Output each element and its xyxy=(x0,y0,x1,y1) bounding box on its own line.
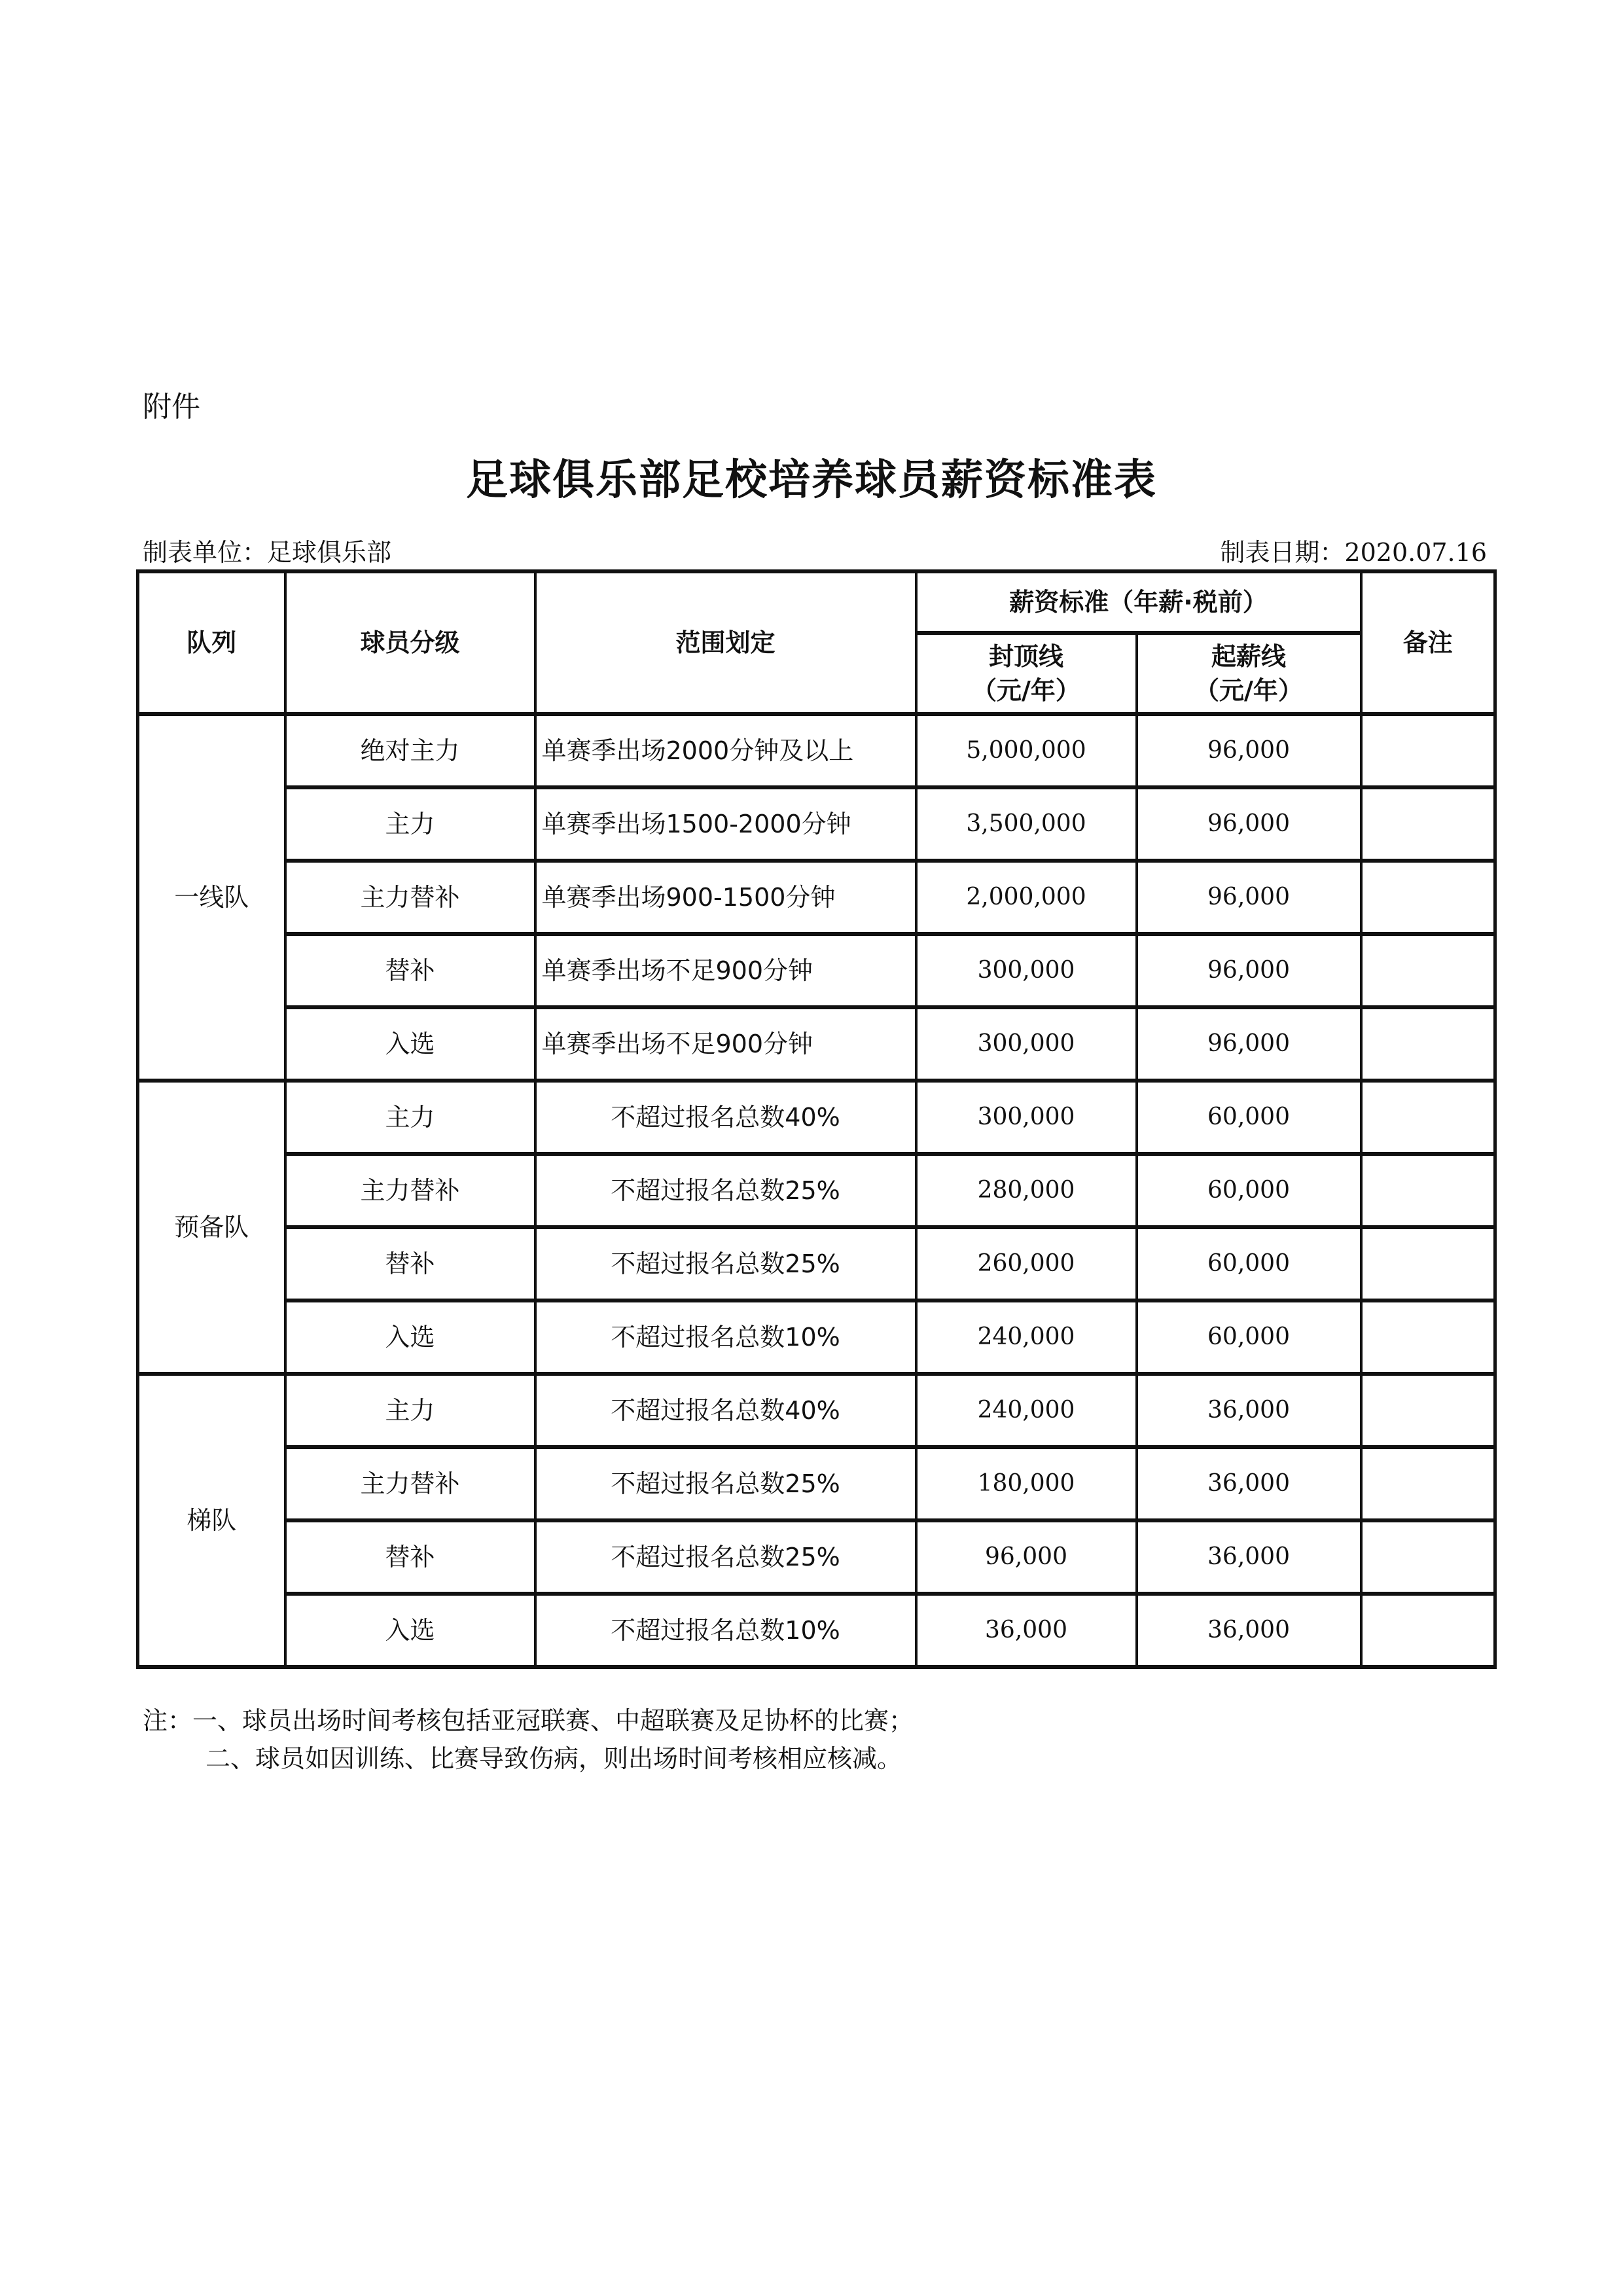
cap-cell: 180,000 xyxy=(916,1447,1137,1520)
notes xyxy=(143,1702,914,1778)
cap-cell: 300,000 xyxy=(916,1081,1137,1154)
cap-cell: 240,000 xyxy=(916,1374,1137,1447)
issuing-unit: 制表单位：足球俱乐部 xyxy=(143,538,392,567)
header-floor xyxy=(1137,633,1361,714)
cap-cell: 2,000,000 xyxy=(916,861,1137,934)
range-cell: 不超过报名总数40% xyxy=(535,1081,916,1154)
remark-cell xyxy=(1361,1594,1495,1667)
floor-cell: 96,000 xyxy=(1137,787,1361,861)
range-cell: 不超过报名总数10% xyxy=(535,1300,916,1374)
remark-cell xyxy=(1361,1227,1495,1300)
table-row xyxy=(138,1227,1495,1300)
header-row xyxy=(138,571,1495,633)
floor-cell: 36,000 xyxy=(1137,1374,1361,1447)
remark-cell xyxy=(1361,714,1495,787)
cap-cell: 260,000 xyxy=(916,1227,1137,1300)
floor-cell: 60,000 xyxy=(1137,1300,1361,1374)
remark-cell xyxy=(1361,1520,1495,1594)
remark-cell xyxy=(1361,1300,1495,1374)
cap-cell: 280,000 xyxy=(916,1154,1137,1227)
attachment-label: 附件 xyxy=(143,390,200,423)
floor-cell: 60,000 xyxy=(1137,1154,1361,1227)
team-first-team: 一线队 xyxy=(138,714,285,1081)
floor-cell: 96,000 xyxy=(1137,934,1361,1007)
grade-cell: 替补 xyxy=(285,1520,535,1594)
table-row xyxy=(138,934,1495,1007)
range-cell: 不超过报名总数25% xyxy=(535,1154,916,1227)
range-cell: 单赛季出场不足900分钟 xyxy=(535,1007,916,1081)
cap-cell: 300,000 xyxy=(916,1007,1137,1081)
range-cell: 不超过报名总数25% xyxy=(535,1227,916,1300)
table-row xyxy=(138,787,1495,861)
table-row xyxy=(138,714,1495,787)
grade-cell: 主力替补 xyxy=(285,861,535,934)
salary-standard-table xyxy=(136,569,1497,1669)
grade-cell: 主力 xyxy=(285,1374,535,1447)
header-range: 范围划定 xyxy=(535,571,916,714)
remark-cell xyxy=(1361,934,1495,1007)
range-cell: 不超过报名总数10% xyxy=(535,1594,916,1667)
grade-cell: 入选 xyxy=(285,1594,535,1667)
cap-cell: 300,000 xyxy=(916,934,1137,1007)
table-row xyxy=(138,1520,1495,1594)
range-cell: 单赛季出场900-1500分钟 xyxy=(535,861,916,934)
table-row xyxy=(138,1007,1495,1081)
header-cap-unit: （元/年） xyxy=(972,676,1080,705)
note-2: 二、球员如因训练、比赛导致伤病，则出场时间考核相应核减。 xyxy=(205,1744,902,1773)
floor-cell: 36,000 xyxy=(1137,1520,1361,1594)
grade-cell: 入选 xyxy=(285,1300,535,1374)
floor-cell: 96,000 xyxy=(1137,714,1361,787)
remark-cell xyxy=(1361,1374,1495,1447)
remark-cell xyxy=(1361,1154,1495,1227)
grade-cell: 主力替补 xyxy=(285,1154,535,1227)
cap-cell: 96,000 xyxy=(916,1520,1137,1594)
table-row xyxy=(138,1374,1495,1447)
header-team: 队列 xyxy=(138,571,285,714)
team-reserve: 预备队 xyxy=(138,1081,285,1374)
range-cell: 单赛季出场2000分钟及以上 xyxy=(535,714,916,787)
floor-cell: 36,000 xyxy=(1137,1594,1361,1667)
issue-date xyxy=(1220,537,1487,568)
grade-cell: 主力替补 xyxy=(285,1447,535,1520)
grade-cell: 替补 xyxy=(285,934,535,1007)
table-row xyxy=(138,1447,1495,1520)
team-youth: 梯队 xyxy=(138,1374,285,1667)
table-row xyxy=(138,1300,1495,1374)
remark-cell xyxy=(1361,1007,1495,1081)
grade-cell: 主力 xyxy=(285,787,535,861)
range-cell: 不超过报名总数25% xyxy=(535,1447,916,1520)
cap-cell: 36,000 xyxy=(916,1594,1137,1667)
document-title: 足球俱乐部足校培养球员薪资标准表 xyxy=(466,456,1157,505)
range-cell: 单赛季出场1500-2000分钟 xyxy=(535,787,916,861)
remark-cell xyxy=(1361,1447,1495,1520)
remark-cell xyxy=(1361,861,1495,934)
header-salary-standard: 薪资标准（年薪·税前） xyxy=(916,571,1361,633)
cap-cell: 5,000,000 xyxy=(916,714,1137,787)
floor-cell: 60,000 xyxy=(1137,1227,1361,1300)
grade-cell: 替补 xyxy=(285,1227,535,1300)
floor-cell: 60,000 xyxy=(1137,1081,1361,1154)
cap-cell: 240,000 xyxy=(916,1300,1137,1374)
issue-date-value: 2020.07.16 xyxy=(1344,538,1487,567)
header-floor-title: 起薪线 xyxy=(1211,642,1286,671)
grade-cell: 入选 xyxy=(285,1007,535,1081)
header-cap xyxy=(916,633,1137,714)
range-cell: 单赛季出场不足900分钟 xyxy=(535,934,916,1007)
table-row xyxy=(138,1594,1495,1667)
range-cell: 不超过报名总数40% xyxy=(535,1374,916,1447)
remark-cell xyxy=(1361,787,1495,861)
floor-cell: 96,000 xyxy=(1137,1007,1361,1081)
table-row xyxy=(138,1081,1495,1154)
floor-cell: 96,000 xyxy=(1137,861,1361,934)
remark-cell xyxy=(1361,1081,1495,1154)
grade-cell: 主力 xyxy=(285,1081,535,1154)
cap-cell: 3,500,000 xyxy=(916,787,1137,861)
header-grade: 球员分级 xyxy=(285,571,535,714)
issue-date-label: 制表日期： xyxy=(1220,538,1345,567)
floor-cell: 36,000 xyxy=(1137,1447,1361,1520)
header-remark: 备注 xyxy=(1361,571,1495,714)
header-floor-unit: （元/年） xyxy=(1194,676,1303,705)
range-cell: 不超过报名总数25% xyxy=(535,1520,916,1594)
grade-cell: 绝对主力 xyxy=(285,714,535,787)
table-row xyxy=(138,861,1495,934)
note-1: 注：一、球员出场时间考核包括亚冠联赛、中超联赛及足协杯的比赛； xyxy=(143,1706,914,1735)
header-cap-title: 封顶线 xyxy=(988,642,1063,671)
table-row xyxy=(138,1154,1495,1227)
